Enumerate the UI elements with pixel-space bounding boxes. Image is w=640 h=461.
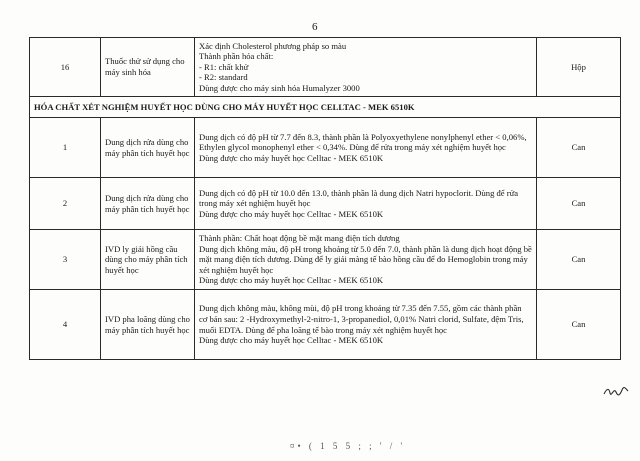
product-name: Dung dịch rửa dùng cho máy phân tích huyết học bbox=[101, 178, 195, 230]
product-name: Dung dịch rửa dùng cho máy phân tích huyết học bbox=[101, 118, 195, 178]
unit-cell: Hộp bbox=[537, 38, 621, 97]
product-description: Xác định Cholesterol phương pháp so màu Thành phần hóa chất: - R1: chất khử - R2: standard Dùng được cho máy sinh hóa Humalyzer 3000 bbox=[195, 38, 537, 97]
product-name: IVD pha loãng dùng cho máy phân tích huyết học bbox=[101, 290, 195, 360]
unit-cell: Can bbox=[537, 178, 621, 230]
table-row bbox=[30, 118, 621, 178]
unit-cell: Can bbox=[537, 230, 621, 290]
unit-cell: Can bbox=[537, 118, 621, 178]
section-title: HÓA CHẤT XÉT NGHIỆM HUYẾT HỌC DÙNG CHO MÁY HUYẾT HỌC CELLTAC - MEK 6510K bbox=[30, 97, 621, 118]
signature-mark bbox=[603, 384, 629, 402]
product-name: IVD ly giải hồng cầu dùng cho máy phân tích huyết học bbox=[101, 230, 195, 290]
product-description: Dung dịch có độ pH từ 10.0 đến 13.0, thành phần là dung dịch Natri hypoclorit. Dùng để rửa trong máy xét nghiệm huyết học Dùng được cho máy huyết học Celltac - MEK 6510K bbox=[195, 178, 537, 230]
table-row bbox=[30, 178, 621, 230]
product-description: Dung dịch có độ pH từ 7.7 đến 8.3, thành phần là Polyoxyethylene nonylphenyl ether < 0,06%, Ethylen glycol monophenyl ether < 0,34%. Dùng để rửa trong máy xét nghiệm huyết học Dùng được cho máy huyết học Celltac - MEK 6510K bbox=[195, 118, 537, 178]
table-row bbox=[30, 38, 621, 97]
footer-marks: ¤• ( 1 5 5 ; ; ' / ' bbox=[290, 441, 406, 451]
row-number: 1 bbox=[30, 118, 101, 178]
page-number: 6 bbox=[312, 21, 318, 33]
reagent-table bbox=[29, 37, 621, 360]
table-row bbox=[30, 290, 621, 360]
product-description: Thành phần: Chất hoạt động bề mặt mang điện tích dương Dung dịch không màu, độ pH trong khoảng từ 5.0 đến 7.0, thành phần là dung dịch hoạt động bề mặt mang điện tích dương. Dùng để ly giải màng tế bào hồng cầu để đo Hemoglobin trong máy xét nghiệm huyết học Dùng được cho máy huyết học Celltac - MEK 6510K bbox=[195, 230, 537, 290]
section-row bbox=[30, 97, 621, 118]
row-number: 2 bbox=[30, 178, 101, 230]
table-row bbox=[30, 230, 621, 290]
row-number: 16 bbox=[30, 38, 101, 97]
row-number: 3 bbox=[30, 230, 101, 290]
unit-cell: Can bbox=[537, 290, 621, 360]
product-name: Thuốc thử sử dụng cho máy sinh hóa bbox=[101, 38, 195, 97]
row-number: 4 bbox=[30, 290, 101, 360]
product-description: Dung dịch không màu, không mùi, độ pH trong khoảng từ 7.35 đến 7.55, gồm các thành phần cơ bản sau: 2 -Hydroxymethyl-2-nitro-1, 3-propanediol, 0,01% Natri clorid, Sulfate, đệm Tris, muối EDTA. Dùng để pha loãng tế bào trong máy xét nghiệm huyết học Dùng được cho máy huyết học Celltac - MEK 6510K bbox=[195, 290, 537, 360]
